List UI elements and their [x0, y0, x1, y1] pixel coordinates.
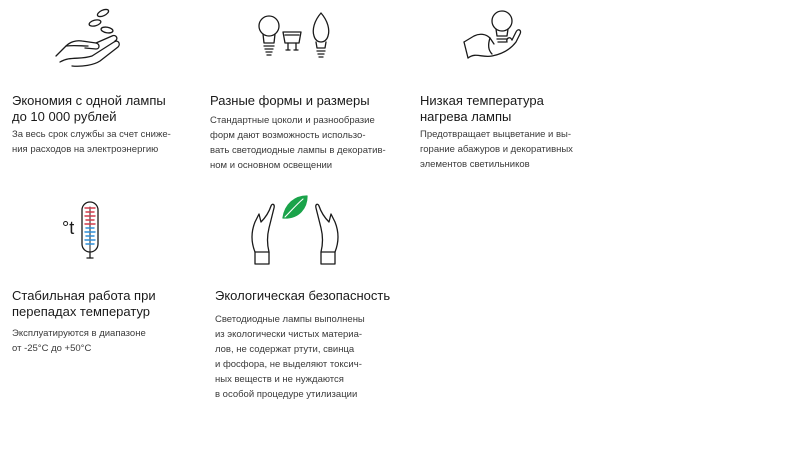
leaf-hands-icon: [245, 192, 345, 266]
feature-title: Экономия с одной лампы до 10 000 рублей: [12, 93, 166, 124]
feature-description: Предотвращает выцветание и вы- горание абажуров и декоративных элементов светильников: [420, 129, 573, 170]
thermometer-icon: [60, 198, 110, 262]
feature-title: Низкая температура нагрева лампы: [420, 93, 544, 124]
coins-hand-icon: [52, 6, 132, 72]
feature-description: Стандартные цоколи и разнообразие форм дают возможность использо- вать светодиодные лампы в декоратив- ном и основном освещении: [210, 115, 386, 171]
feature-description: За весь срок службы за счет сниже- ния расходов на электроэнергию: [12, 129, 171, 155]
feature-title: Стабильная работа при перепадах температур: [12, 288, 156, 319]
bulb-hand-icon: [462, 8, 532, 68]
feature-description: Эксплуатируются в диапазоне от -25°C до +50°C: [12, 328, 146, 354]
feature-description: Светодиодные лампы выполнены из экологически чистых материа- лов, не содержат ртути, свинца и фосфора, не выделяют токсич- ных веществ и не нуждаются в особой процедуре утилизации: [215, 314, 365, 400]
lamp-shapes-icon: [255, 10, 335, 66]
thermometer-label: °t: [62, 218, 75, 238]
feature-title: Разные формы и размеры: [210, 93, 370, 108]
feature-title: Экологическая безопасность: [215, 288, 391, 303]
